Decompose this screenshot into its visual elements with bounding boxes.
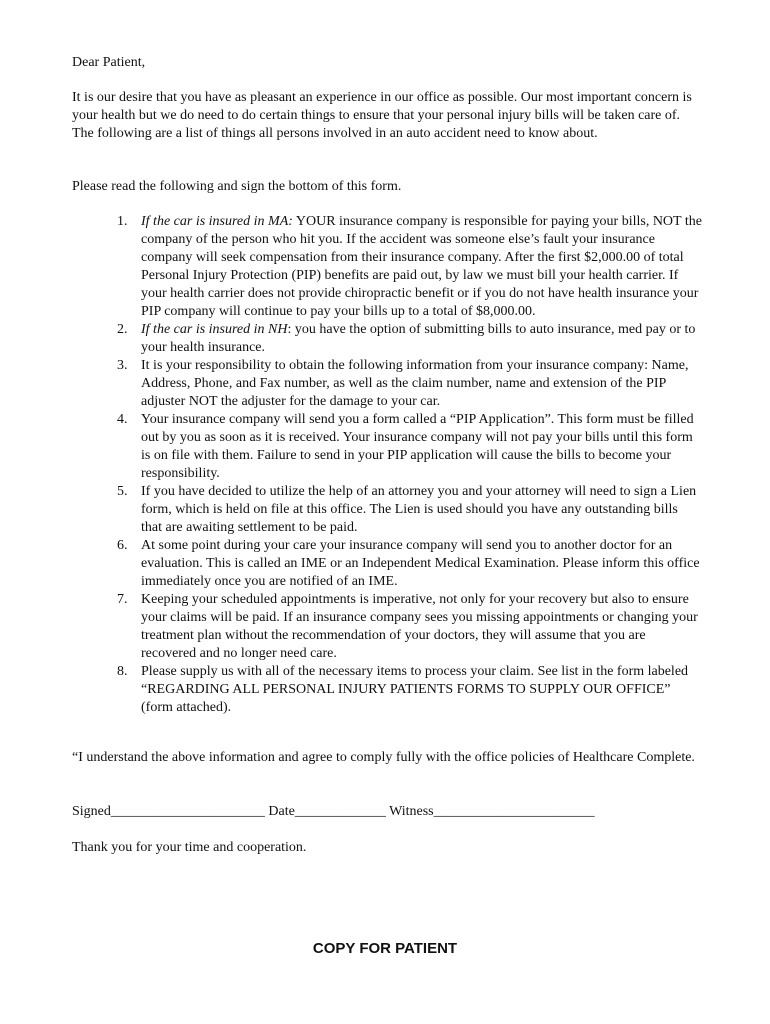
list-item (72, 321, 702, 357)
agreement-paragraph: “I understand the above information and agree to comply fully with the office policies of Healthcare Complete. (72, 750, 695, 765)
intro-paragraph: It is our desire that you have as pleasant an experience in our office as possible. Our most important concern is your health but we do need to do certain things to ensure that your personal injury bills will be taken care of. The following are a list of things all persons involved in an auto accident need to know about. (72, 90, 692, 141)
list-item (72, 663, 702, 717)
list-item-number: 5. (117, 484, 128, 499)
list-item-text: At some point during your care your insurance company will send you to another doctor for an evaluation. This is called an IME or an Independent Medical Examination. Please inform this office immediately once you are notified of an IME. (141, 538, 700, 589)
policy-list (72, 213, 702, 717)
list-item-text: Keeping your scheduled appointments is imperative, not only for your recovery but also to ensure your claims will be paid. If an insurance company sees you missing appointments or changing your treatment plan without the recommendation of your doctors, they will assume that you are recovered and no longer need care. (141, 592, 698, 661)
list-item-lead: If the car is insured in MA: (141, 214, 293, 229)
list-item-text: YOUR insurance company is responsible for paying your bills, NOT the company of the person who hit you. If the accident was someone else’s fault your insurance company will seek compensation from their insurance company. After the first $2,000.00 of total Personal Injury Protection (PIP) benefits are paid out, by law we must bill your health carrier. If your health carrier does not provide chiropractic benefit or if you do not have health insurance your PIP company will continue to pay your bills up to a total of $8,000.00. (141, 214, 702, 319)
list-item-number: 7. (117, 592, 128, 607)
list-item (72, 411, 702, 483)
list-item-text: It is your responsibility to obtain the following information from your insurance company: Name, Address, Phone, and Fax number, as well as the claim number, name and extension of the PIP adjuster NOT the adjuster for the damage to your car. (141, 358, 689, 409)
list-item-text: If you have decided to utilize the help of an attorney you and your attorney will need to sign a Lien form, which is held on file at this office. The Lien is used should you have any outstanding bills that are awaiting settlement to be paid. (141, 484, 697, 535)
list-item (72, 357, 702, 411)
list-item-number: 8. (117, 664, 128, 679)
list-item-number: 1. (117, 214, 128, 229)
greeting: Dear Patient, (72, 55, 146, 70)
list-item (72, 213, 702, 321)
list-item-text: Your insurance company will send you a form called a “PIP Application”. This form must be filled out by you as soon as it is received. Your insurance company will not pay your bills until this form is on file with them. Failure to send in your PIP application will cause the bills to become your responsibility. (141, 412, 694, 481)
list-item (72, 537, 702, 591)
list-item-number: 6. (117, 538, 128, 553)
list-item-number: 2. (117, 322, 128, 337)
thanks-paragraph: Thank you for your time and cooperation. (72, 840, 307, 855)
footer-copy-label: COPY FOR PATIENT (312, 940, 458, 957)
list-item (72, 483, 702, 537)
list-item-text: Please supply us with all of the necessary items to process your claim. See list in the form labeled “REGARDING ALL PERSONAL INJURY PATIENTS FORMS TO SUPPLY OUR OFFICE” (form attached). (141, 664, 689, 715)
list-item-lead: If the car is insured in NH (141, 322, 288, 337)
signature-line: Signed______________________ Date_____________ Witness_______________________ (72, 804, 595, 819)
list-item-number: 4. (117, 412, 128, 427)
list-item (72, 591, 702, 663)
list-item-number: 3. (117, 358, 128, 373)
list-item-text: : you have the option of submitting bills to auto insurance, med pay or to your health insurance. (141, 322, 696, 355)
instruction-paragraph: Please read the following and sign the bottom of this form. (72, 179, 402, 194)
